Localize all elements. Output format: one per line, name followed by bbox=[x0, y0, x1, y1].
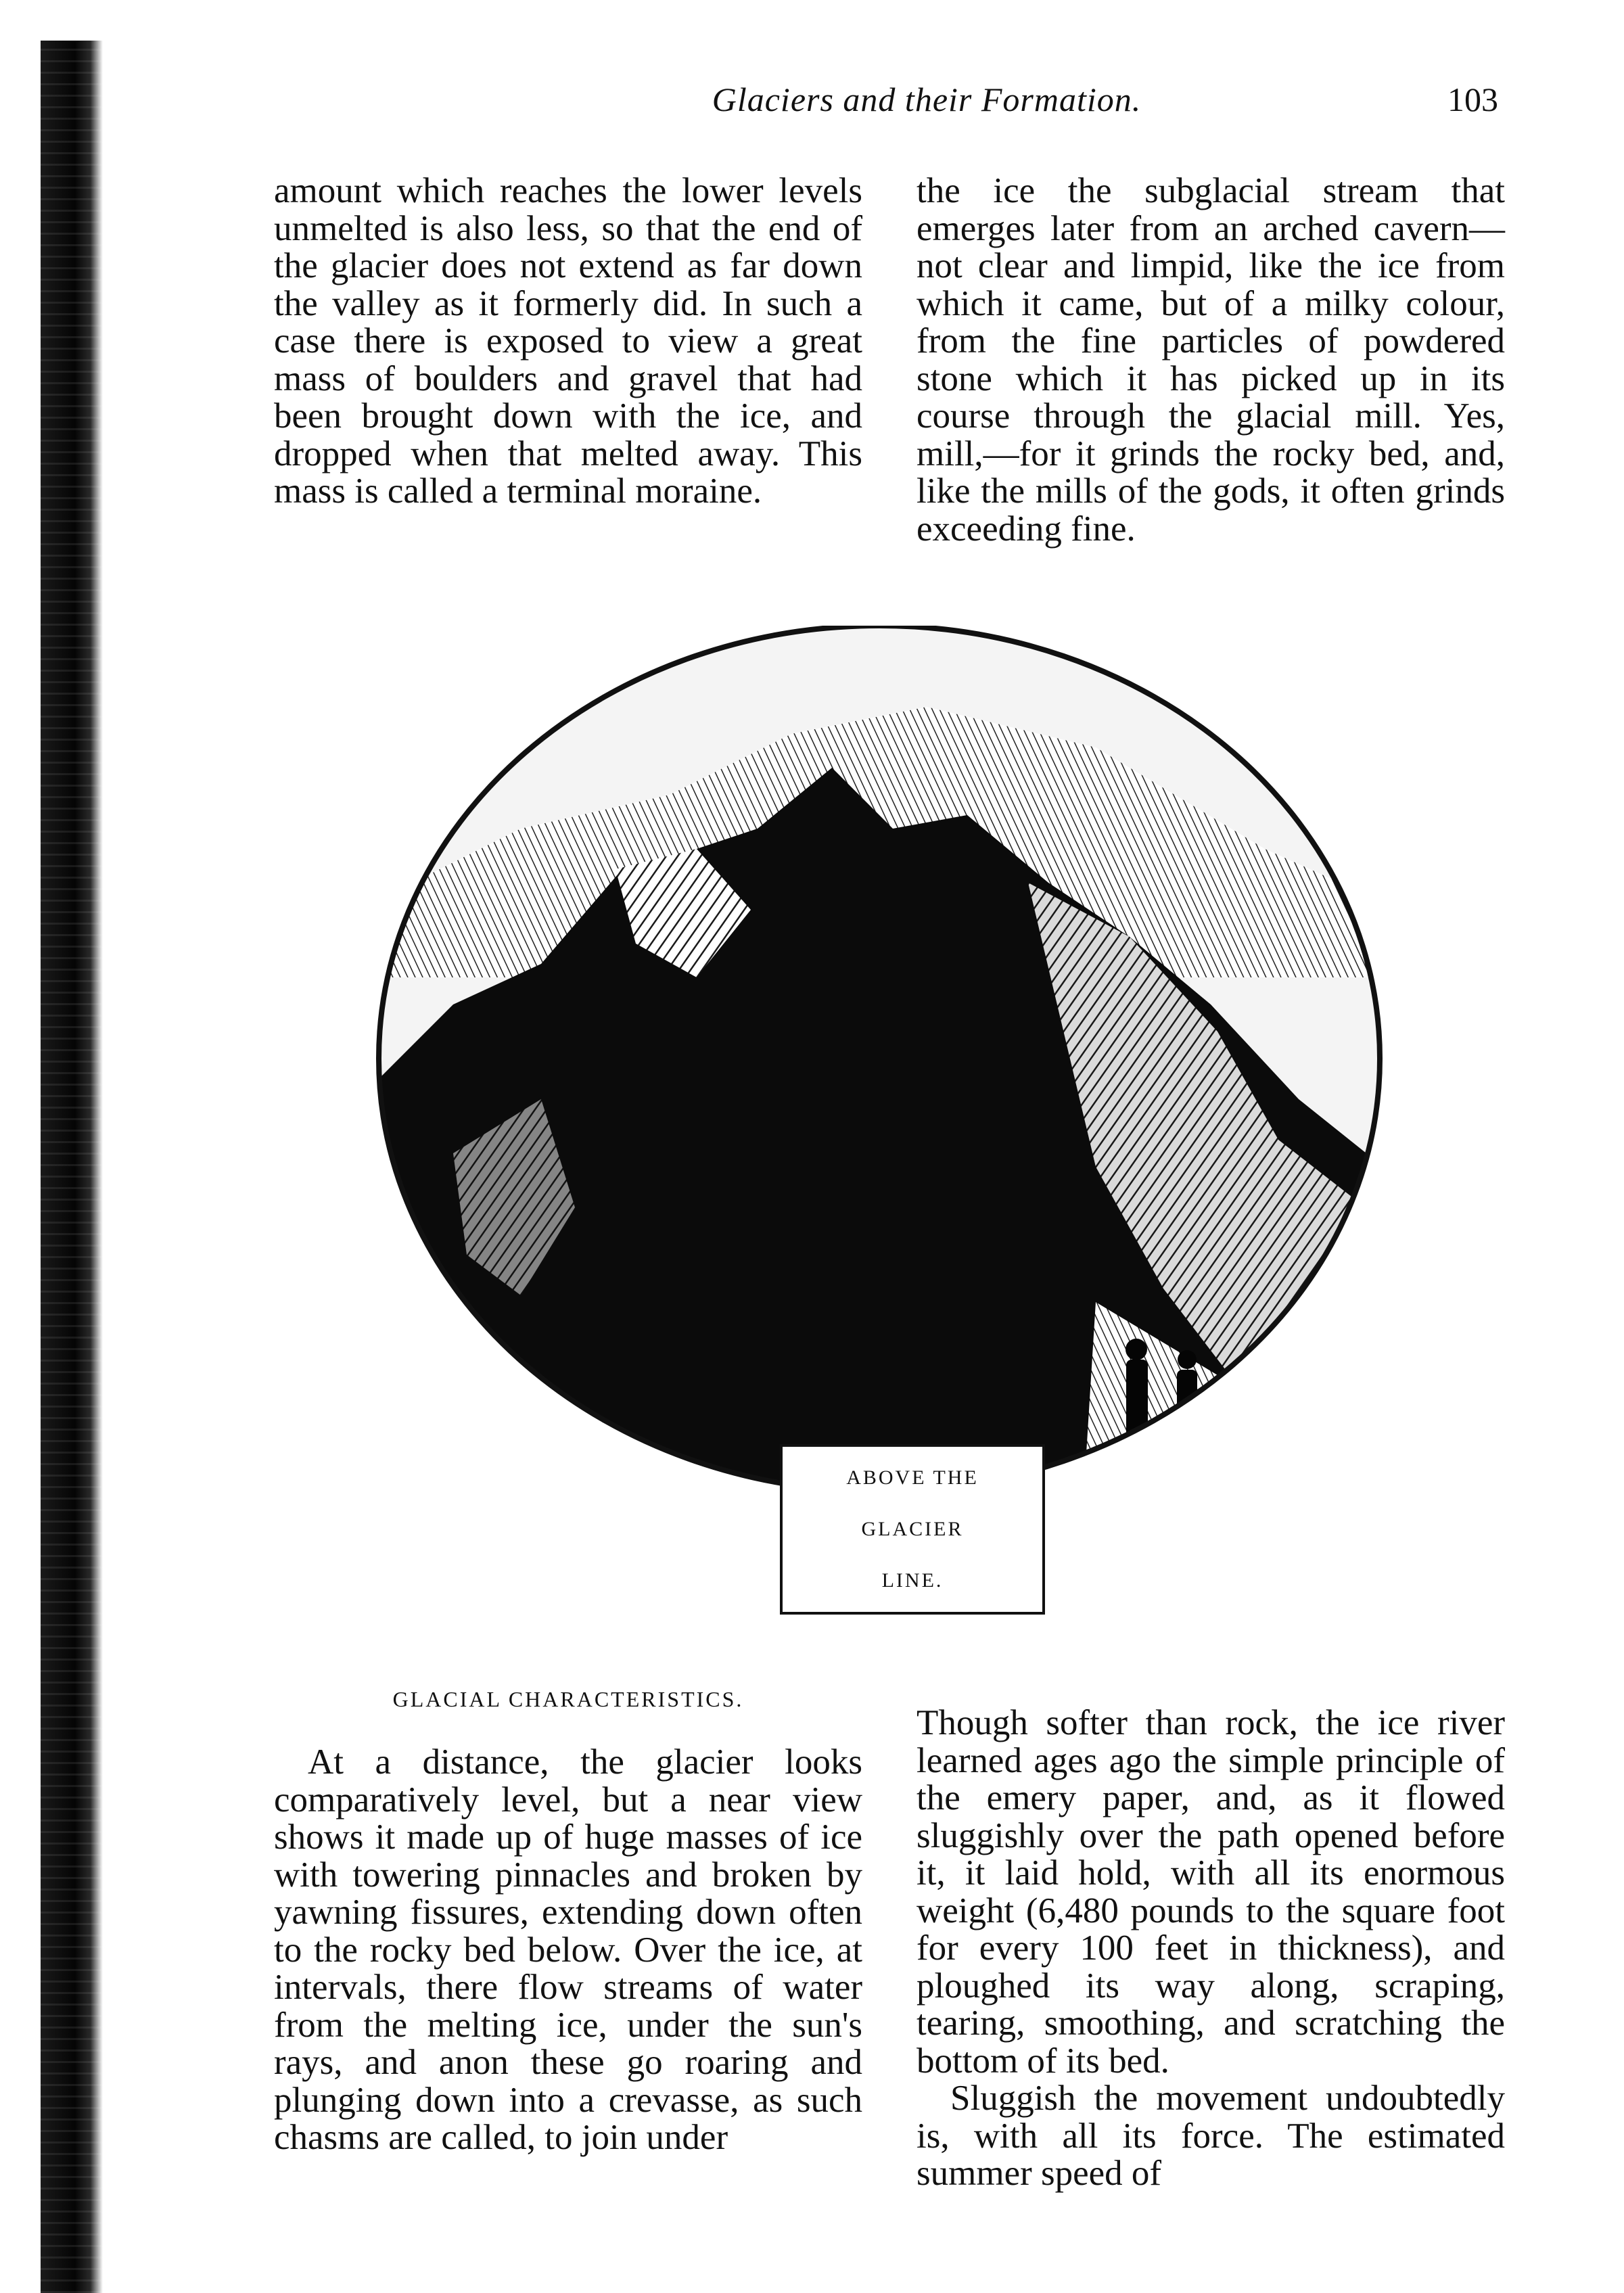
illustration-caption bbox=[780, 1444, 1045, 1615]
caption-line-2: GLACIER bbox=[861, 1518, 964, 1540]
section-heading: GLACIAL CHARACTERISTICS. bbox=[392, 1687, 744, 1711]
top-right-column bbox=[917, 172, 1505, 548]
bottom-right-paragraph-1: Though softer than rock, the ice river learned ages ago the simple principle of the emery paper, and, as it flowed sluggishly over the path opened before it, it laid hold, with all its enormous weight (6,480 pounds to the square foot for every 100 feet in thickness), and ploughed its way along, scraping, tearing, smoothing, and scratching the bottom of its bed. bbox=[917, 1703, 1505, 2081]
caption-line-3: LINE. bbox=[881, 1569, 944, 1592]
caption-line-1: ABOVE THE bbox=[846, 1466, 979, 1489]
top-right-paragraph: the ice the subglacial stream that emerges later from an arched cavern—not clear and limpid, like the ice from which it came, but of a milky colour, from the fine particles of powdered stone which it has picked up in its course through the glacial mill. Yes, mill,—for it grinds the rocky bed, and, like the mills of the gods, it often grinds exceeding fine. bbox=[917, 171, 1505, 549]
top-left-column bbox=[274, 172, 862, 511]
book-spine-shadow bbox=[41, 41, 103, 2293]
top-left-paragraph: amount which reaches the lower levels unmelted is also less, so that the end of the glacier does not extend as far down the valley as it formerly did. In such a case there is exposed to view a great mass of boulders and gravel that had been brought down with the ice, and dropped when that melted away. This mass is called a terminal moraine. bbox=[274, 171, 862, 511]
page-number: 103 bbox=[1447, 80, 1498, 118]
bottom-right-column bbox=[917, 1705, 1505, 2193]
bottom-right-paragraph-2: Sluggish the movement undoubtedly is, with all its force. The estimated summer speed of bbox=[917, 2079, 1505, 2193]
bottom-left-column bbox=[274, 1744, 862, 2157]
bottom-left-paragraph: At a distance, the glacier looks comparatively level, but a near view shows it made up of huge masses of ice with towering pinnacles and broken by yawning fissures, extending down often to the rocky bed below. Over the ice, at intervals, there flow streams of water from the melting ice, under the sun's rays, and anon these go roaring and plunging down into a crevasse, as such chasms are called, to join under bbox=[274, 1742, 862, 2157]
running-title: Glaciers and their Formation. bbox=[712, 80, 1142, 118]
